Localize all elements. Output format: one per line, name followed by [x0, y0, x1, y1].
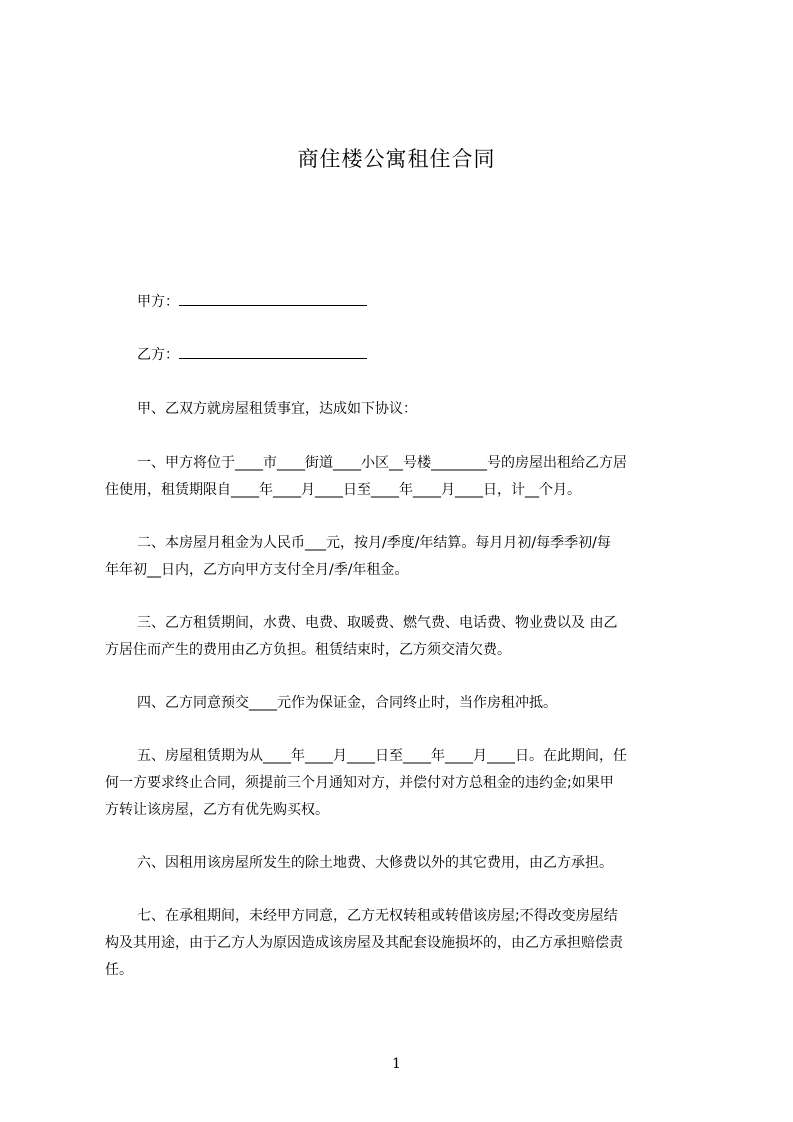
clause-2-line-1: 二、本房屋月租金为人民币___元，按月/季度/年结算。每月月初/每季季初/每 — [137, 535, 611, 551]
clause-5-line-3: 方转让该房屋，乙方有优先购买权。 — [105, 802, 329, 818]
clause-1-line-1: 一、甲方将位于____市____街道____小区__号楼________号的房屋出租给乙方居 — [137, 455, 627, 471]
intro-paragraph — [137, 396, 733, 423]
party-a-label: 甲方： — [137, 294, 179, 310]
party-a-field — [137, 291, 367, 312]
clause-3-line-2: 方居住而产生的费用由乙方负担。租赁结束时，乙方须交清欠费。 — [105, 642, 511, 658]
party-b-label: 乙方： — [137, 347, 179, 363]
clause-7-cont-2 — [105, 957, 701, 984]
clause-1-cont — [105, 477, 701, 504]
clause-5-cont-2 — [105, 797, 701, 824]
clause-4 — [137, 690, 733, 717]
clause-7-line-2: 构及其用途，由于乙方人为原因造成该房屋及其配套设施损坏的，由乙方承担赔偿责 — [105, 935, 623, 951]
clause-4-line-1: 四、乙方同意预交____元作为保证金，合同终止时，当作房租冲抵。 — [137, 695, 557, 711]
document-title: 商住楼公寓租住合同 — [297, 147, 496, 171]
clause-5-line-1: 五、房屋租赁期为从____年____月____日至____年____月____日。在此期间，任 — [137, 748, 627, 764]
clause-3-cont — [105, 637, 701, 664]
clause-1-line-2: 住使用，租赁期限自____年____月____日至____年____月____日，计__个月。 — [105, 482, 581, 498]
clause-2-line-2: 年年初__日内，乙方向甲方支付全月/季/年租金。 — [105, 562, 409, 578]
clause-5 — [137, 743, 733, 770]
clause-5-line-2: 何一方要求终止合同，须提前三个月通知对方，并偿付对方总租金的违约金;如果甲 — [105, 775, 614, 791]
clause-5-cont-1 — [105, 770, 701, 797]
intro-text: 甲、乙双方就房屋租赁事宜，达成如下协议： — [137, 401, 417, 417]
clause-2-cont — [105, 557, 701, 584]
page-number: 1 — [392, 1056, 401, 1072]
clause-1 — [137, 450, 733, 477]
clause-3 — [137, 610, 733, 637]
clause-6-line-1: 六、因租用该房屋所发生的除土地费、大修费以外的其它费用，由乙方承担。 — [137, 855, 613, 871]
clause-7-cont-1 — [105, 930, 701, 957]
clause-3-line-1: 三、乙方租赁期间，水费、电费、取暖费、燃气费、电话费、物业费以及 由乙 — [137, 615, 618, 631]
party-a-blank-line — [179, 291, 367, 306]
clause-7-line-3: 任。 — [105, 962, 133, 978]
clause-6 — [137, 850, 733, 877]
party-b-blank-line — [179, 344, 367, 359]
clause-7 — [137, 903, 733, 930]
party-b-field — [137, 344, 367, 365]
clause-2 — [137, 530, 733, 557]
clause-7-line-1: 七、在承租期间，未经甲方同意，乙方无权转租或转借该房屋;不得改变房屋结 — [137, 908, 618, 924]
